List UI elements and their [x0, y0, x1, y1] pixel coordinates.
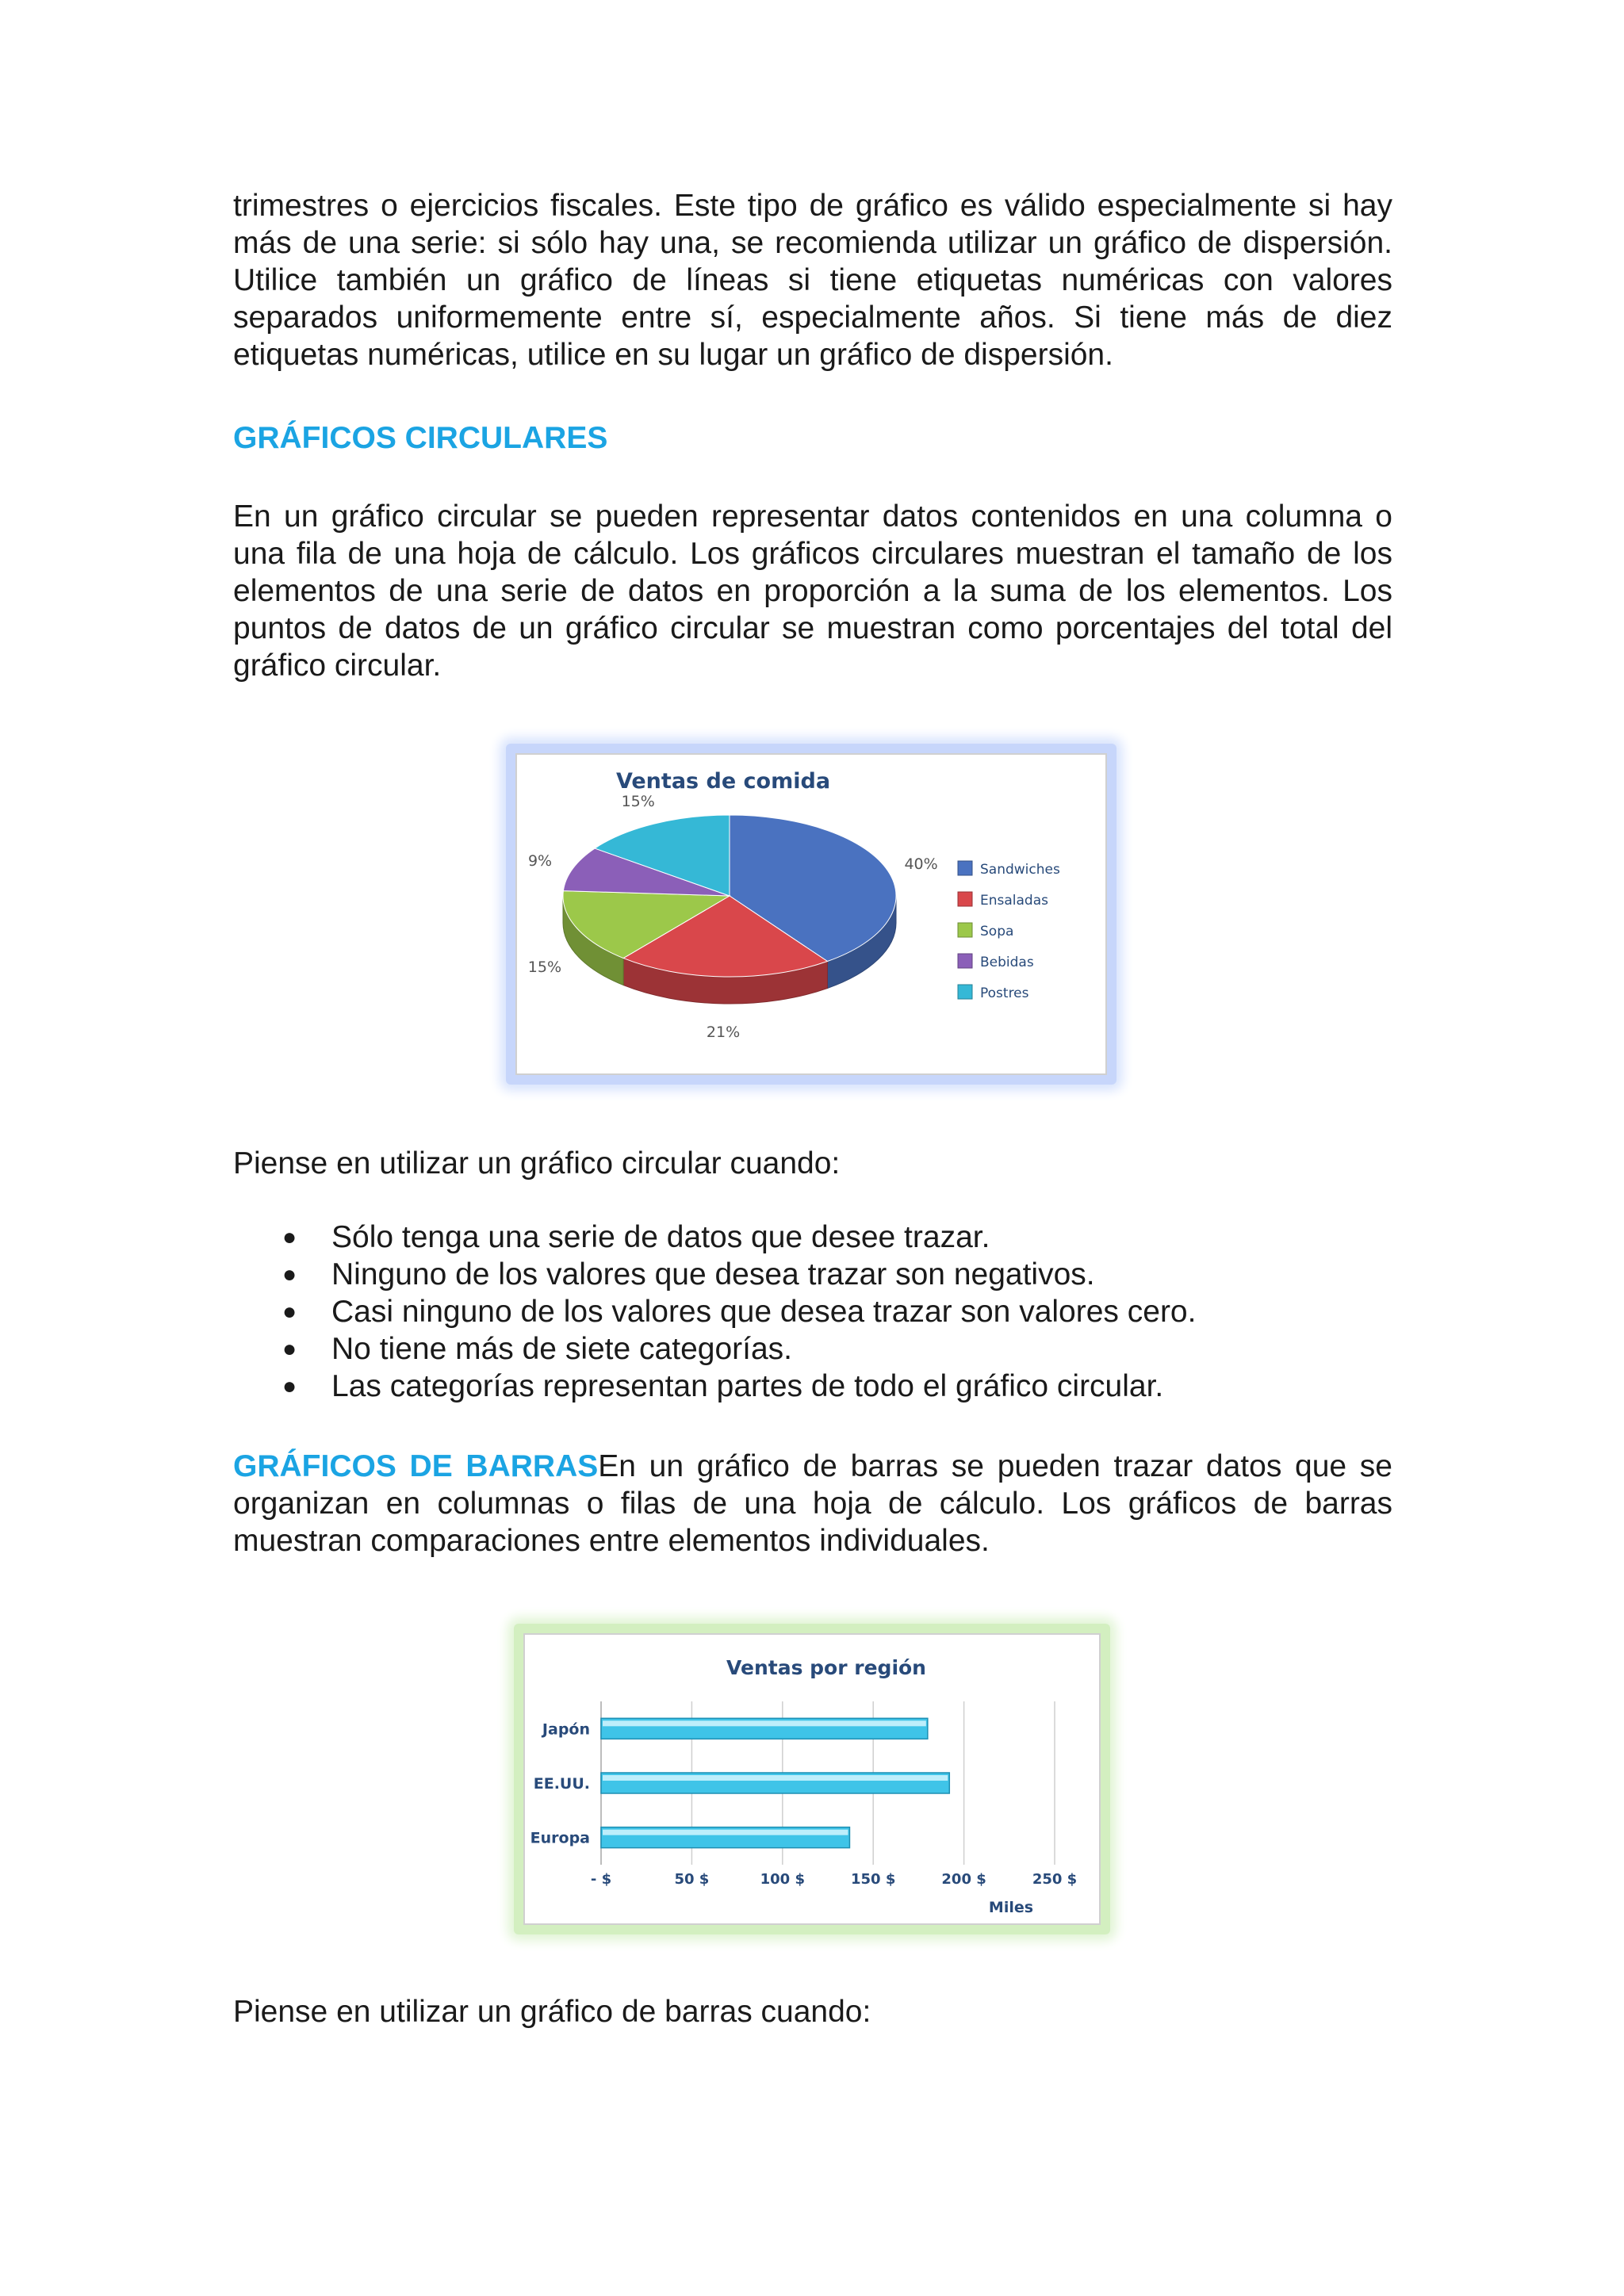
pie-chart-frame	[506, 744, 1116, 1085]
bar-highlight	[603, 1775, 948, 1781]
bullet-icon: ●	[282, 1224, 297, 1250]
bullet-icon: ●	[282, 1261, 297, 1288]
bar-section-paragraph	[233, 1448, 1392, 1559]
pie-body-paragraph: En un gráfico circular se pueden representar datos contenidos en una columna o una fila de una hoja de cálculo. Los gráficos circulares muestran el tamaño de los elementos de una serie de datos en proporción a la suma de los elementos. Los puntos de datos de un gráfico circular se muestran como porcentajes del total del gráfico circular.	[233, 499, 1392, 683]
list-item	[233, 1219, 1392, 1256]
list-item-text: Sólo tenga una serie de datos que desee trazar.	[331, 1220, 990, 1254]
bullet-icon: ●	[282, 1336, 297, 1362]
list-item-text: Casi ninguno de los valores que desea trazar son valores cero.	[331, 1295, 1197, 1329]
list-item	[233, 1293, 1392, 1330]
bar-consider-text: Piense en utilizar un gráfico de barras cuando:	[233, 1995, 871, 2029]
y-category-label: Europa	[530, 1829, 590, 1847]
pie-section-heading-block	[233, 419, 1392, 457]
x-tick-label: 150 $	[851, 1871, 896, 1888]
x-tick-label: 250 $	[1032, 1871, 1078, 1888]
bar-chart-xlabel: Miles	[988, 1899, 1034, 1916]
legend-label: Sopa	[980, 924, 1014, 939]
bar-chart-frame	[514, 1624, 1110, 1934]
legend-swatch	[958, 954, 972, 968]
list-item-text: Ninguno de los valores que desea trazar son negativos.	[331, 1257, 1095, 1292]
bar-consider-block	[233, 1993, 1392, 2030]
legend-swatch	[958, 923, 972, 937]
intro-paragraph-block	[233, 187, 1392, 373]
list-item	[233, 1330, 1392, 1368]
bullet-icon: ●	[282, 1299, 297, 1325]
bar-section-block	[233, 1448, 1392, 1559]
list-item	[233, 1368, 1392, 1405]
list-item-text: No tiene más de siete categorías.	[331, 1332, 792, 1366]
intro-paragraph: trimestres o ejercicios fiscales. Este tipo de gráfico es válido especialmente si hay más de una serie: si sólo hay una, se recomienda utilizar un gráfico de dispersión. Utilice también un gráfico de líneas si tiene etiquetas numéricas con valores separados uniformemente entre sí, especialmente años. Si tiene más de diez etiquetas numéricas, utilice en su lugar un gráfico de dispersión.	[233, 189, 1392, 372]
legend-swatch	[958, 985, 972, 999]
list-item-text: Las categorías representan partes de todo el gráfico circular.	[331, 1369, 1164, 1403]
legend-swatch	[958, 861, 972, 875]
pie-body-block	[233, 498, 1392, 684]
pie-consider-block	[233, 1145, 1392, 1182]
legend-label: Bebidas	[980, 955, 1034, 970]
bar-highlight	[603, 1720, 926, 1726]
x-tick-label: 50 $	[674, 1871, 710, 1888]
pie-bullet-list	[233, 1219, 1392, 1405]
pie-chart-panel	[515, 753, 1107, 1075]
legend-swatch	[958, 892, 972, 906]
bar-highlight	[603, 1830, 848, 1835]
legend-label: Sandwiches	[980, 862, 1060, 878]
bar-section-heading: GRÁFICOS DE BARRAS	[233, 1449, 599, 1483]
bar-chart	[525, 1635, 1099, 1923]
y-category-label: Japón	[542, 1720, 590, 1739]
pie-bullets-block	[233, 1219, 1392, 1405]
x-tick-label: 100 $	[760, 1871, 805, 1888]
bar-chart-title: Ventas por región	[726, 1656, 926, 1679]
pie-section-heading: GRÁFICOS CIRCULARES	[233, 421, 608, 455]
list-item	[233, 1256, 1392, 1293]
legend-label: Ensaladas	[980, 893, 1048, 909]
x-tick-label: 200 $	[941, 1871, 986, 1888]
pie-slice-label: 9%	[527, 851, 553, 870]
pie-chart-title: Ventas de comida	[615, 769, 831, 794]
bullet-icon: ●	[282, 1373, 297, 1399]
pie-slice-label: 21%	[706, 1023, 741, 1041]
legend-label: Postres	[980, 985, 1029, 1001]
pie-slice-label: 40%	[904, 855, 938, 873]
pie-slice-label: 15%	[621, 792, 655, 810]
x-tick-label: - $	[590, 1871, 612, 1888]
bar-chart-panel	[523, 1633, 1101, 1925]
bar-body-text: En un gráfico de barras se pueden trazar datos que se organizan en columnas o filas de una hoja de cálculo. Los gráficos de barras muestran comparaciones entre elementos individuales.	[233, 1449, 1392, 1558]
pie-slice-label: 15%	[527, 959, 562, 977]
pie-consider-text: Piense en utilizar un gráfico circular cuando:	[233, 1146, 841, 1181]
y-category-label: EE.UU.	[533, 1775, 590, 1793]
pie-chart	[517, 755, 1105, 1073]
